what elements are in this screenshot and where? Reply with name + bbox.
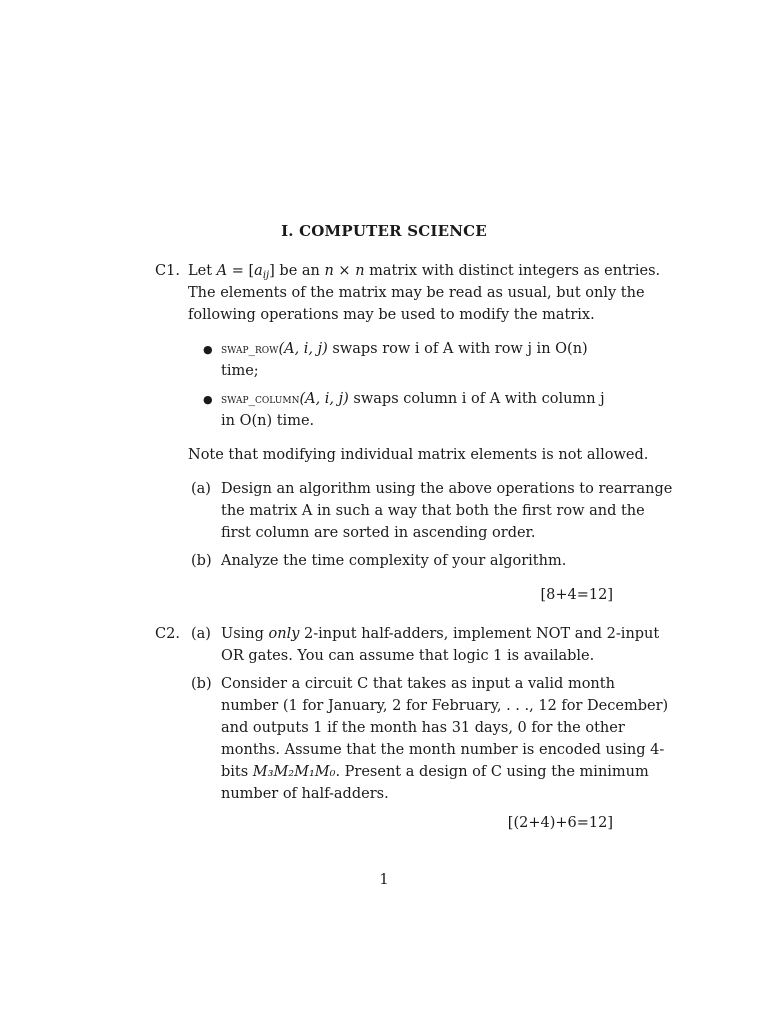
- c1-bullet-2-line-1: [221, 388, 605, 411]
- c2-a-pre: Using: [221, 626, 269, 642]
- c1-be-an: ] be an: [269, 263, 325, 279]
- c2-part-b-line-4: months. Assume that the month number is encoded using 4-: [221, 742, 665, 758]
- c1-marks: [8+4=12]: [540, 587, 613, 603]
- c2-b-present: . Present a design of C using the minimum: [335, 764, 649, 780]
- question-c1-label: C1.: [155, 263, 180, 279]
- c1-n-by-n: n × n: [324, 263, 365, 279]
- swap-column-desc: swaps column i of A with column j: [348, 391, 605, 407]
- c1-part-b-line-1: Analyze the time complexity of your algorithm.: [221, 553, 567, 569]
- c2-part-a-line-1: [221, 623, 659, 645]
- question-c2-label: C2.: [155, 626, 180, 642]
- c1-intro-line-3: following operations may be used to modify the matrix.: [188, 307, 595, 323]
- bullet-icon: ●: [203, 393, 213, 406]
- c1-bullet-1-line-1: [221, 338, 588, 361]
- section-title: I. COMPUTER SCIENCE: [281, 222, 487, 240]
- c2-marks: [(2+4)+6=12]: [507, 815, 613, 831]
- c2-b-bits: bits: [221, 764, 253, 780]
- c1-bullet-1-line-2: time;: [221, 363, 259, 379]
- c1-part-b-label: (b): [191, 553, 212, 569]
- c2-part-b-line-6: number of half-adders.: [221, 786, 389, 802]
- c1-intro-text: Let: [188, 263, 217, 279]
- c2-part-b-line-5: [221, 761, 649, 783]
- c2-part-b-line-1: Consider a circuit C that takes as input a valid month: [221, 676, 615, 692]
- c1-intro-line-2: The elements of the matrix may be read as usual, but only the: [188, 285, 645, 301]
- swap-column-args: (A, i, j): [299, 391, 349, 407]
- swap-column-op: swap_column: [221, 392, 300, 407]
- c1-var-a: A: [216, 263, 228, 279]
- c1-intro-rest: matrix with distinct integers as entries.: [364, 263, 661, 279]
- c1-part-a-line-1: Design an algorithm using the above operations to rearrange: [221, 481, 673, 497]
- page-number: 1: [379, 872, 389, 888]
- c2-part-b-line-2: number (1 for January, 2 for February, . . ., 12 for December): [221, 698, 669, 714]
- c2-a-emphasis: only: [268, 626, 300, 642]
- bullet-icon: ●: [203, 343, 213, 356]
- swap-row-op: swap_row: [221, 342, 279, 357]
- c2-part-a-line-2: OR gates. You can assume that logic 1 is available.: [221, 648, 595, 664]
- c1-eq: = [: [227, 263, 255, 279]
- c1-part-a-label: (a): [191, 481, 211, 497]
- c1-bullet-2-line-2: in O(n) time.: [221, 413, 315, 429]
- c2-a-post: 2-input half-adders, implement NOT and 2-input: [299, 626, 660, 642]
- c1-var-aij: a: [254, 263, 263, 279]
- swap-row-args: (A, i, j): [278, 341, 328, 357]
- c2-part-b-line-3: and outputs 1 if the month has 31 days, 0 for the other: [221, 720, 625, 736]
- swap-row-desc: swaps row i of A with row j in O(n): [327, 341, 588, 357]
- c1-part-a-line-3: first column are sorted in ascending order.: [221, 525, 536, 541]
- c2-b-month-vars: M₃M₂M₁M₀: [252, 764, 336, 780]
- c2-part-b-label: (b): [191, 676, 212, 692]
- c1-part-a-line-2: the matrix A in such a way that both the first row and the: [221, 503, 645, 519]
- c1-sub-ij: ij: [262, 270, 270, 281]
- c1-note: Note that modifying individual matrix elements is not allowed.: [188, 447, 649, 463]
- c2-part-a-label: (a): [191, 626, 211, 642]
